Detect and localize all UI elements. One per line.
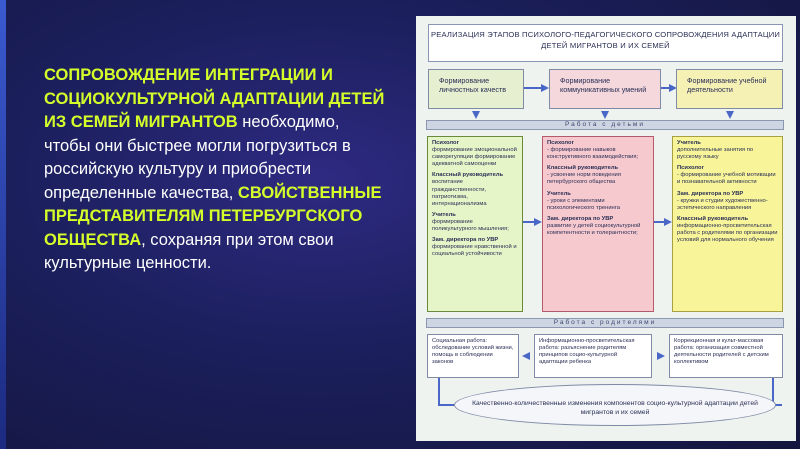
band-work-with-children: Работа с детьми: [426, 120, 784, 130]
role-label: Классный руководитель: [432, 172, 504, 179]
role-label: Классный руководитель: [677, 215, 749, 222]
role-label: Психолог: [677, 165, 704, 172]
role-text: воспитание гражданственности, патриотизма, интернационализма: [432, 179, 487, 207]
role-text: - уроки с элементами психологического тренинга: [547, 197, 620, 211]
adaptation-diagram: [416, 16, 796, 441]
left-accent-bar: [0, 0, 6, 449]
arrow-down-icon: [472, 111, 480, 119]
role-label: Учитель: [432, 211, 456, 218]
result-ellipse: Качественно-количественные изменения компонентов социо-культурной адаптации детей мигрантов и их семей: [454, 384, 776, 426]
arrow-right-icon: [664, 218, 672, 226]
role-label: Зам. директора по УВР: [432, 237, 499, 244]
result-connector-left: [438, 378, 440, 406]
band-work-with-parents: Работа с родителями: [426, 318, 784, 328]
role-text: - кружки и студии художественно-эстетического направления: [677, 197, 768, 211]
role-label: Зам. директора по УВР: [547, 215, 614, 222]
role-label: Зам. директора по УВР: [677, 190, 744, 197]
heading-qualities: СВОЙСТВЕННЫЕ ПРЕДСТАВИТЕЛЯМ ПЕТЕРБУРГСКОГО ОБЩЕСТВА: [44, 183, 382, 249]
role-label: Психолог: [547, 140, 574, 146]
goal-learning-activity: Формирование учебной деятельности: [676, 69, 783, 109]
body-text-1: необходимо, чтобы они быстрее могли погрузиться в российскую культуру и приобрести определенные качества,: [44, 113, 351, 202]
arrow-right-icon: [534, 218, 542, 226]
arrow-right-icon: [541, 84, 549, 92]
parents-information-work: Информационно-просветительская работа: разъяснение родителям принципов социо-культурной адаптации ребенка: [534, 334, 652, 378]
parents-social-work: Социальная работа: обследование условий жизни, помощь в соблюдении законов: [427, 334, 519, 378]
role-label: Учитель: [547, 190, 571, 197]
arrow-down-icon: [601, 111, 609, 119]
column-communication: [542, 136, 654, 312]
arrow-down-icon: [726, 111, 734, 119]
role-label: Учитель: [677, 140, 701, 146]
column-personal: [427, 136, 523, 312]
role-text: формирование поликультурного мышления;: [432, 218, 509, 233]
body-text-2: , сохраняя при этом свои культурные ценности.: [44, 230, 334, 272]
diagram-title: РЕАЛИЗАЦИЯ ЭТАПОВ ПСИХОЛОГО-ПЕДАГОГИЧЕСКОГО СОПРОВОЖДЕНИЯ АДАПТАЦИИ ДЕТЕЙ МИГРАНТОВ И ИХ СЕМЕЙ: [428, 24, 783, 62]
arrow-left-icon: [522, 352, 530, 360]
role-text: развитие у детей социокультурной компетентности и толерантности;: [547, 222, 641, 237]
role-label: Психолог: [432, 140, 459, 146]
role-text: информационно-просветительская работа с родителями по организации условий для нормального обучения: [677, 222, 778, 244]
heading-integration: СОПРОВОЖДЕНИЕ ИНТЕГРАЦИИ И СОЦИОКУЛЬТУРНОЙ АДАПТАЦИИ ДЕТЕЙ ИЗ СЕМЕЙ МИГРАНТОВ: [44, 66, 385, 131]
role-text: формирование нравственной и социальной устойчивости: [432, 244, 517, 258]
goal-personal-qualities: Формирование личностных качеств: [428, 69, 524, 109]
main-text: [44, 64, 389, 276]
role-text: - усвоение норм поведения петербургского общества: [547, 172, 621, 186]
column-learning: [672, 136, 783, 312]
arrow-right-icon: [657, 352, 665, 360]
role-text: - формирование навыков конструктивного взаимодействия;: [547, 147, 639, 161]
role-text: дополнительные занятия по русскому языку: [677, 147, 754, 161]
goal-communication-skills: Формирование коммуникативных умений: [549, 69, 661, 109]
parents-correction-work: Коррекционная и культ-массовая работа: организация совместной деятельности родителей с детским коллективом: [669, 334, 783, 378]
role-text: формирование эмоциональной саморегуляции формирование адекватной самооценки: [432, 147, 517, 168]
role-label: Классный руководитель: [547, 165, 619, 172]
role-text: - формирование учебной мотивации и познавательной активности: [677, 172, 776, 186]
result-connector-left-h: [438, 404, 454, 406]
